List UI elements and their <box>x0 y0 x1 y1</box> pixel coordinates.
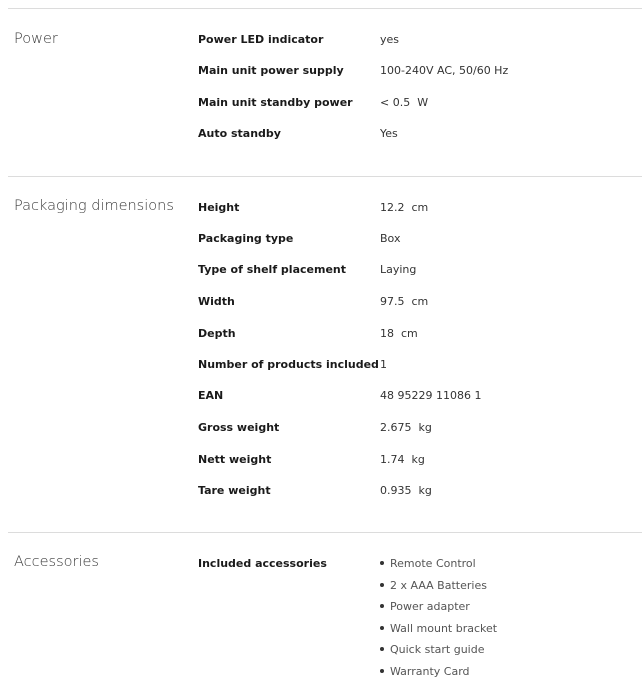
spec-value: 12.2 cm <box>380 201 429 214</box>
spec-row <box>0 127 642 147</box>
spec-value: 0.935 kg <box>380 484 432 497</box>
spec-value: 48 95229 11086 1 <box>380 389 482 402</box>
spec-row <box>0 484 642 504</box>
list-item <box>380 665 470 678</box>
spec-row <box>0 327 642 347</box>
list-item <box>380 579 487 592</box>
spec-value: < 0.5 W <box>380 96 429 109</box>
bullet-icon <box>380 561 384 565</box>
spec-label: Gross weight <box>198 421 280 434</box>
list-item <box>380 557 476 570</box>
spec-label: Main unit power supply <box>198 64 344 77</box>
accessory-name: Warranty Card <box>390 665 470 678</box>
bullet-icon <box>380 669 384 673</box>
spec-row <box>0 358 642 378</box>
spec-label: Auto standby <box>198 127 281 140</box>
section-title-power: Power <box>14 31 58 47</box>
spec-row <box>0 33 642 53</box>
bullet-icon <box>380 647 384 651</box>
spec-row <box>0 64 642 84</box>
spec-label: Type of shelf placement <box>198 263 346 276</box>
spec-row <box>0 453 642 473</box>
spec-label: Height <box>198 201 240 214</box>
spec-label: Width <box>198 295 235 308</box>
spec-label: Tare weight <box>198 484 271 497</box>
spec-label: Main unit standby power <box>198 96 353 109</box>
divider-top <box>8 8 642 9</box>
accessory-name: Power adapter <box>390 600 470 613</box>
section-title-packaging-dimensions: Packaging dimensions <box>14 198 174 214</box>
list-item <box>380 600 470 613</box>
spec-value: 97.5 cm <box>380 295 429 308</box>
bullet-icon <box>380 604 384 608</box>
spec-value: 100-240V AC, 50/60 Hz <box>380 64 509 77</box>
spec-row <box>0 201 642 221</box>
list-item <box>380 622 497 635</box>
spec-value: 1.74 kg <box>380 453 425 466</box>
spec-row <box>0 389 642 409</box>
divider-packaging-accessories <box>8 532 642 533</box>
spec-label: Power LED indicator <box>198 33 324 46</box>
spec-label: Number of products included <box>198 358 379 371</box>
accessory-name: Remote Control <box>390 557 476 570</box>
spec-row <box>0 421 642 441</box>
spec-label: Nett weight <box>198 453 272 466</box>
spec-value: 18 cm <box>380 327 418 340</box>
bullet-icon <box>380 626 384 630</box>
accessory-name: Wall mount bracket <box>390 622 498 635</box>
spec-label: Depth <box>198 327 236 340</box>
spec-row <box>0 232 642 252</box>
spec-value: Box <box>380 232 401 245</box>
spec-value: 1 <box>380 358 387 371</box>
spec-row <box>0 263 642 283</box>
spec-label: Included accessories <box>198 557 327 570</box>
divider-power-packaging <box>8 176 642 177</box>
spec-value: Laying <box>380 263 417 276</box>
spec-value: 2.675 kg <box>380 421 432 434</box>
spec-row <box>0 557 642 577</box>
accessory-name: 2 x AAA Batteries <box>390 579 487 592</box>
spec-value: yes <box>380 33 400 46</box>
section-title-accessories: Accessories <box>14 554 99 570</box>
spec-row <box>0 96 642 116</box>
spec-value: Yes <box>380 127 398 140</box>
spec-label: EAN <box>198 389 224 402</box>
list-item <box>380 643 484 656</box>
spec-label: Packaging type <box>198 232 294 245</box>
bullet-icon <box>380 583 384 587</box>
accessory-name: Quick start guide <box>390 643 485 656</box>
spec-row <box>0 295 642 315</box>
